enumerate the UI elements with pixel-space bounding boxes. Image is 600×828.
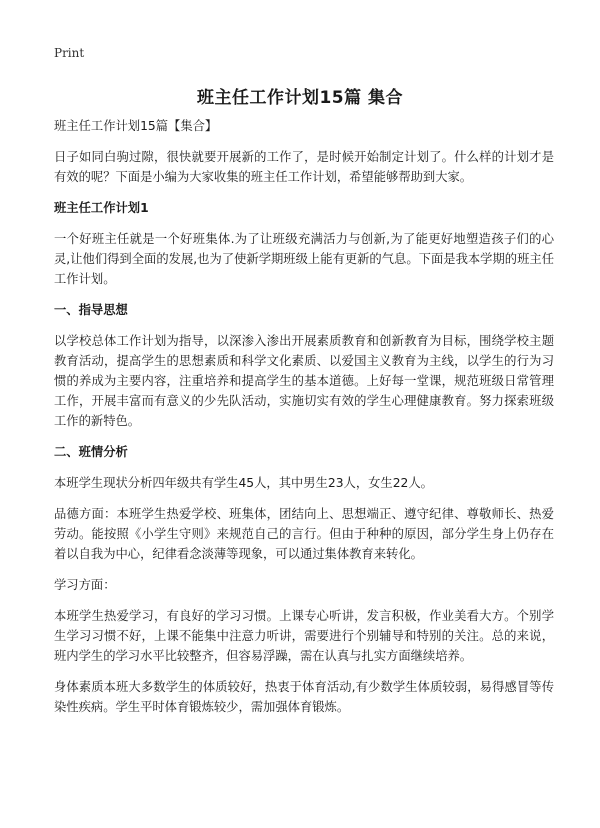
- section-heading: 二、班情分析: [54, 445, 128, 459]
- section-heading: 一、指导思想: [54, 303, 128, 317]
- page-title: 班主任工作计划15篇 集合: [196, 88, 404, 108]
- body-paragraph: 一个好班主任就是一个好班集体.为了让班级充满活力与创新,为了能更好地塑造孩子们的心灵,让他们得到全面的发展,也为了使新学期班级上能有更新的气息。下面是我本学期的班主任工作计划。: [54, 232, 554, 286]
- body-paragraph: 学习方面：: [54, 578, 116, 592]
- body-paragraph: 以学校总体工作计划为指导，以深渗入渗出开展素质教育和创新教育为目标，围绕学校主题教育活动，提高学生的思想素质和科学文化素质、以爱国主义教育为主线，以学生的行为习惯的养成为主要内容，注重培养和提高学生的基本道德。上好每一堂课，规范班级日常管理工作，开展丰富而有意义的少先队活动，实施切实有效的学生心理健康教育。努力探索班级工作的新特色。: [54, 334, 554, 428]
- body-paragraph: 本班学生热爱学习，有良好的学习习惯。上课专心听讲，发言积极，作业美看大方。个别学生学习习惯不好，上课不能集中注意力听讲，需要进行个别辅导和特别的关注。总的来说，班内学生的学习水平比较整齐，但容易浮躁，需在认真与扎实方面继续培养。: [54, 609, 554, 663]
- body-paragraph: 品德方面：本班学生热爱学校、班集体，团结向上、思想端正、遵守纪律、尊敬师长、热爱劳动。能按照《小学生守则》来规范自己的言行。但由于种种的原因，部分学生身上仍存在着以自我为中心，纪律看念淡薄等现象，可以通过集体教育来转化。: [54, 507, 554, 561]
- section-heading: 班主任工作计划1: [54, 201, 149, 215]
- body-paragraph: 本班学生现状分析四年级共有学生45人，其中男生23人，女生22人。: [54, 476, 433, 490]
- intro-paragraph: 日子如同白驹过隙，很快就要开展新的工作了，是时候开始制定计划了。什么样的计划才是有效的呢？下面是小编为大家收集的班主任工作计划，希望能够帮助到大家。: [54, 150, 554, 184]
- print-link[interactable]: Print: [54, 46, 85, 60]
- body-paragraph: 身体素质本班大多数学生的体质较好，热衷于体育活动,有少数学生体质较弱，易得感冒等传染性疾病。学生平时体育锻炼较少，需加强体育锻炼。: [54, 680, 554, 714]
- document-body: [54, 116, 554, 728]
- subtitle-paragraph: 班主任工作计划15篇【集合】: [54, 119, 218, 133]
